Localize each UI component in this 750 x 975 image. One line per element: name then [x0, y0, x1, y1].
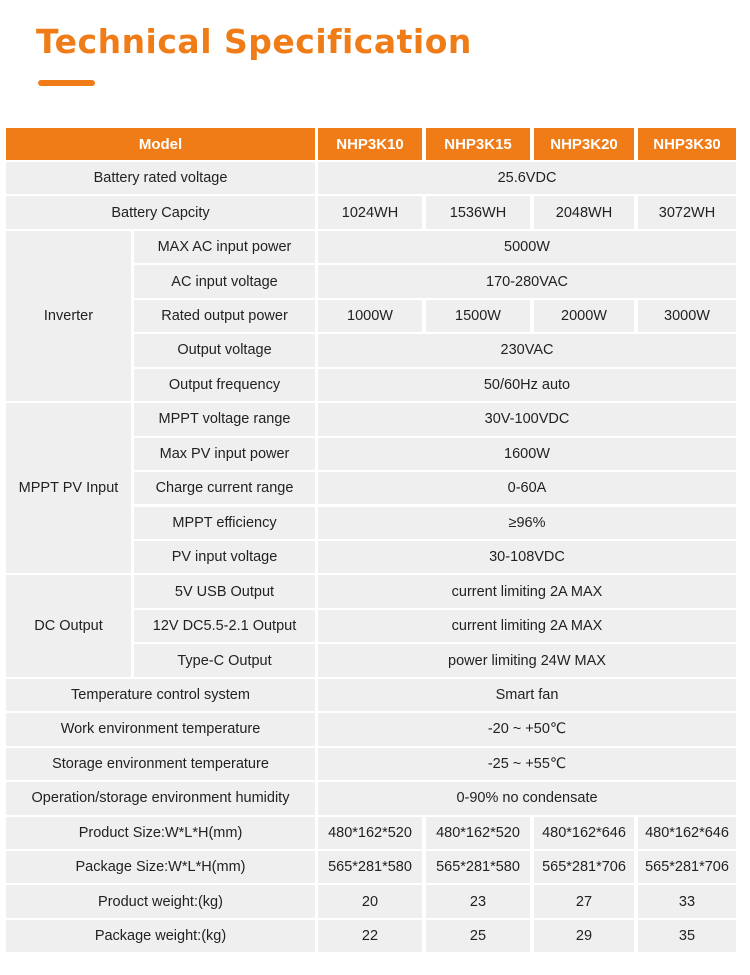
row-value: 170-280VAC [318, 265, 736, 297]
header-model: NHP3K20 [534, 128, 634, 160]
row-label: Package weight:(kg) [6, 920, 315, 952]
row-label: Product Size:W*L*H(mm) [6, 817, 315, 849]
row-label: MPPT efficiency [134, 507, 315, 539]
header-model: NHP3K30 [638, 128, 736, 160]
row-label: PV input voltage [134, 541, 315, 573]
row-value: 1600W [318, 438, 736, 470]
row-label: Max PV input power [134, 438, 315, 470]
row-value: power limiting 24W MAX [318, 644, 736, 676]
row-label: 5V USB Output [134, 575, 315, 607]
row-label: Type-C Output [134, 644, 315, 676]
title-underline [38, 80, 95, 86]
row-value: 230VAC [318, 334, 736, 366]
row-value: 565*281*580 [426, 851, 530, 883]
row-value: 30V-100VDC [318, 403, 736, 435]
row-value: Smart fan [318, 679, 736, 711]
row-value: 565*281*706 [638, 851, 736, 883]
row-label: Product weight:(kg) [6, 885, 315, 917]
row-label: Storage environment temperature [6, 748, 315, 780]
row-value: 0-60A [318, 472, 736, 504]
row-label: MPPT voltage range [134, 403, 315, 435]
header-model-label: Model [6, 128, 315, 160]
row-label: 12V DC5.5-2.1 Output [134, 610, 315, 642]
row-label: Output voltage [134, 334, 315, 366]
row-value: 0-90% no condensate [318, 782, 736, 814]
row-label: Battery Capcity [6, 196, 315, 228]
row-value: 2000W [534, 300, 634, 332]
row-value: 20 [318, 885, 422, 917]
row-label: MAX AC input power [134, 231, 315, 263]
row-value: 3072WH [638, 196, 736, 228]
row-label: AC input voltage [134, 265, 315, 297]
row-value: 480*162*520 [318, 817, 422, 849]
group-label: MPPT PV Input [6, 403, 131, 573]
row-label: Rated output power [134, 300, 315, 332]
row-value: 1500W [426, 300, 530, 332]
row-label: Output frequency [134, 369, 315, 401]
row-value: 5000W [318, 231, 736, 263]
row-value: 2048WH [534, 196, 634, 228]
row-label: Operation/storage environment humidity [6, 782, 315, 814]
row-value: 23 [426, 885, 530, 917]
row-value: current limiting 2A MAX [318, 575, 736, 607]
row-label: Temperature control system [6, 679, 315, 711]
row-value: 22 [318, 920, 422, 952]
row-value: 25.6VDC [318, 162, 736, 194]
row-value: 30-108VDC [318, 541, 736, 573]
row-value: 565*281*580 [318, 851, 422, 883]
row-value: 1536WH [426, 196, 530, 228]
page-title: Technical Specification [36, 22, 472, 61]
row-value: 1000W [318, 300, 422, 332]
row-value: 480*162*520 [426, 817, 530, 849]
group-label: Inverter [6, 231, 131, 401]
header-model: NHP3K15 [426, 128, 530, 160]
row-value: current limiting 2A MAX [318, 610, 736, 642]
row-value: ≥96% [318, 507, 736, 539]
row-value: -20 ~ +50℃ [318, 713, 736, 745]
row-value: 50/60Hz auto [318, 369, 736, 401]
row-value: -25 ~ +55℃ [318, 748, 736, 780]
row-value: 27 [534, 885, 634, 917]
row-label: Work environment temperature [6, 713, 315, 745]
row-label: Charge current range [134, 472, 315, 504]
row-value: 25 [426, 920, 530, 952]
group-label: DC Output [6, 575, 131, 676]
row-value: 3000W [638, 300, 736, 332]
row-value: 480*162*646 [638, 817, 736, 849]
row-value: 33 [638, 885, 736, 917]
row-label: Package Size:W*L*H(mm) [6, 851, 315, 883]
row-label: Battery rated voltage [6, 162, 315, 194]
row-value: 29 [534, 920, 634, 952]
header-model: NHP3K10 [318, 128, 422, 160]
row-value: 565*281*706 [534, 851, 634, 883]
row-value: 35 [638, 920, 736, 952]
row-value: 480*162*646 [534, 817, 634, 849]
row-value: 1024WH [318, 196, 422, 228]
